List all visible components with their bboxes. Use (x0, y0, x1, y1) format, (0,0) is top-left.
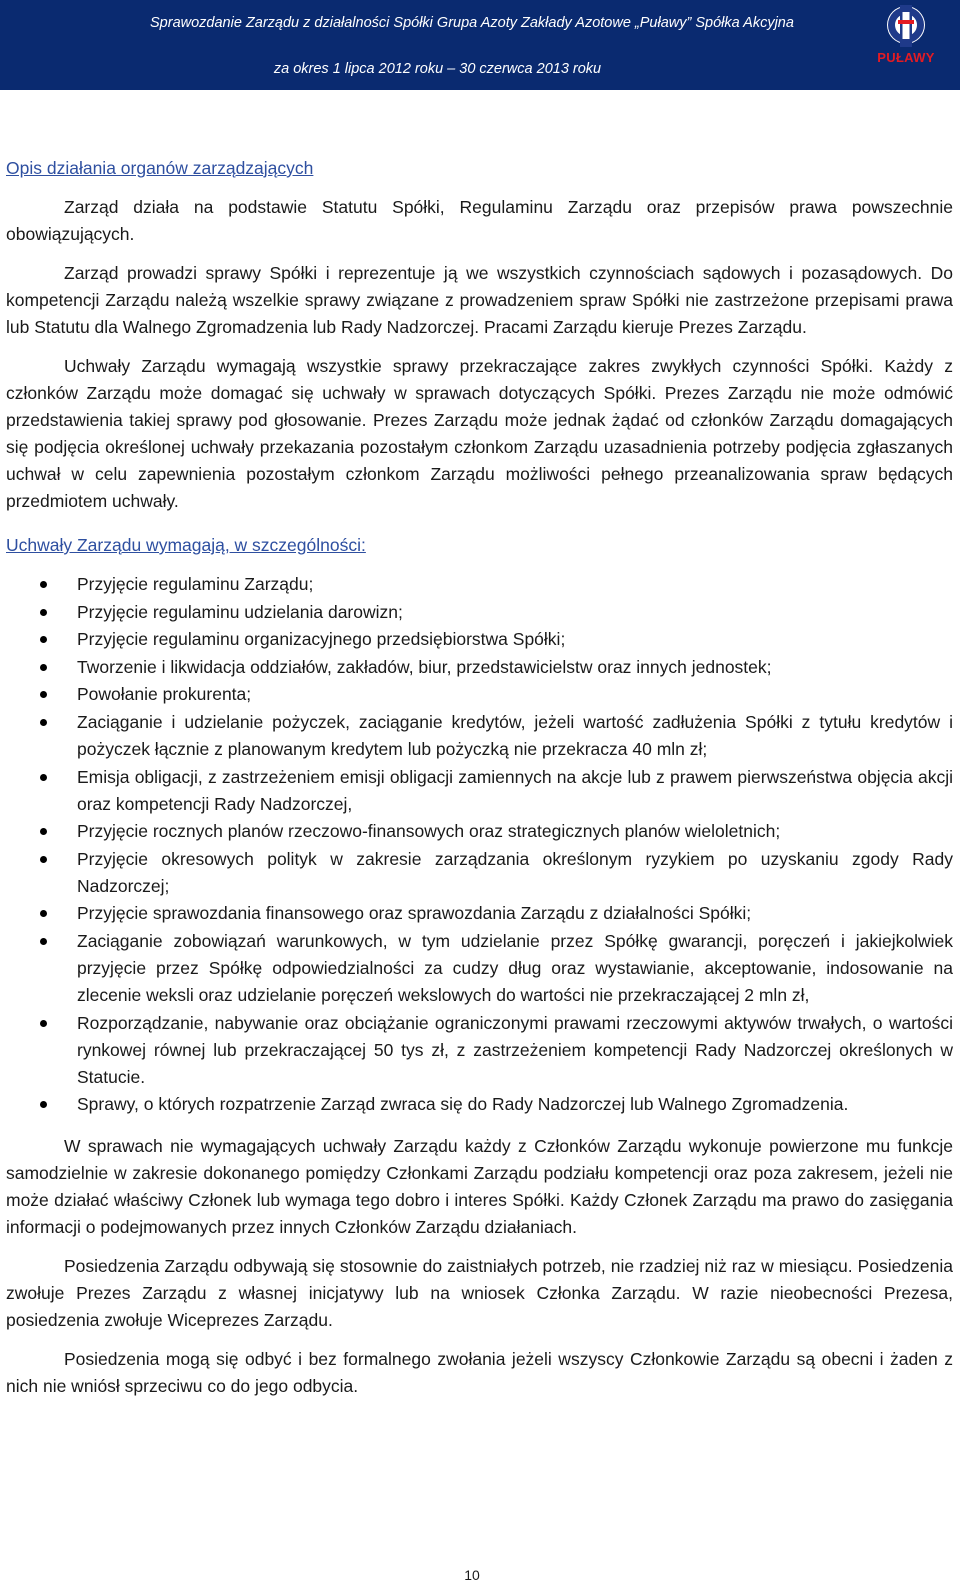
paragraph: Posiedzenia Zarządu odbywają się stosownie do zaistniałych potrzeb, nie rzadziej niż raz w miesiącu. Posiedzenia zwołuje Prezes Zarządu z własnej inicjatywy lub na wniosek Członka Zarządu. W razie nieobecności Prezesa, posiedzenia zwołuje Wiceprezes Zarządu. (6, 1255, 953, 1330)
list-item-text: Sprawy, o których rozpatrzenie Zarząd zwraca się do Rady Nadzorczej lub Walnego Zgromadzenia. (77, 1094, 849, 1115)
bullet-icon (40, 774, 47, 781)
bullet-icon (40, 1020, 47, 1027)
bullet-icon (40, 910, 47, 917)
list-item-text: Przyjęcie regulaminu organizacyjnego przedsiębiorstwa Spółki; (77, 629, 566, 650)
list-item (6, 681, 953, 708)
list-item-text: Tworzenie i likwidacja oddziałów, zakładów, biur, przedstawicielstw oraz innych jednostek; (77, 656, 772, 677)
list-item (6, 900, 953, 927)
paragraph: Zarząd prowadzi sprawy Spółki i reprezentuje ją we wszystkich czynnościach sądowych i pozasądowych. Do kompetencji Zarządu należą wszelkie sprawy związane z prowadzeniem spraw Spółki nie zastrzeżone przepisami prawa lub Statutu dla Walnego Zgromadzenia lub Rady Nadzorczej. Pracami Zarządu kieruje Prezes Zarządu. (6, 263, 953, 337)
list-item (6, 599, 953, 626)
list-item (6, 846, 953, 900)
paragraph: W sprawach nie wymagających uchwały Zarządu każdy z Członków Zarządu wykonuje powierzone mu funkcje samodzielnie w zakresie dokonanego pomiędzy Członkami Zarządu podziału kompetencji oraz poza zakresem, jeżeli nie może działać właściwy Członek lub wymaga tego dobro i interes Spółki. Każdy Członek Zarządu ma prawo do zasięgania informacji o podejmowanych przez innych Członków Zarządu działaniach. (6, 1135, 953, 1237)
list-item (6, 928, 953, 1009)
list-title: Uchwały Zarządu wymagają, w szczególności: (6, 535, 366, 555)
list-item-text: Przyjęcie regulaminu udzielania darowizn; (77, 601, 403, 622)
bullet-icon (40, 719, 47, 726)
list-item (6, 1010, 953, 1091)
header-title: Sprawozdanie Zarządu z działalności Spółki Grupa Azoty Zakłady Azotowe „Puławy” Spółka Akcyjna (150, 15, 794, 31)
paragraph: Zarząd działa na podstawie Statutu Spółki, Regulaminu Zarządu oraz przepisów prawa powszechnie obowiązujących. (6, 197, 953, 244)
list-item (6, 709, 953, 763)
bullet-icon (40, 636, 47, 643)
list-item (6, 626, 953, 653)
list-item (6, 764, 953, 818)
list-item-text: Powołanie prokurenta; (77, 684, 252, 705)
list-item (6, 654, 953, 681)
list-item-text: Przyjęcie sprawozdania finansowego oraz sprawozdania Zarządu z działalności Spółki; (77, 903, 752, 924)
bullet-icon (40, 609, 47, 616)
list-item (6, 1091, 953, 1118)
logo-text: PUŁAWY (877, 50, 935, 65)
list-item-text: Przyjęcie okresowych polityk w zakresie zarządzania określonym ryzykiem po uzyskaniu zgody Rady Nadzorczej; (77, 848, 953, 896)
section-title: Opis działania organów zarządzających (6, 158, 314, 178)
list-item-text: Przyjęcie regulaminu Zarządu; (77, 574, 314, 594)
list-item-text: Emisja obligacji, z zastrzeżeniem emisji obligacji zamiennych na akcje lub z prawem pierwszeństwa objęcia akcji oraz kompetencji Rady Nadzorczej, (77, 766, 953, 814)
document-body (6, 155, 953, 1400)
bullet-icon (40, 581, 47, 588)
bullet-icon (40, 691, 47, 698)
list-item-text: Rozporządzanie, nabywanie oraz obciążanie ograniczonymi prawami rzeczowymi aktywów trwałych, o wartości rynkowej równej lub przekraczającej 50 tys zł, z zastrzeżeniem kompetencji Rady Nadzorczej określonych w Statucie. (77, 1012, 953, 1087)
paragraph: Posiedzenia mogą się odbyć i bez formalnego zwołania jeżeli wszyscy Członkowie Zarządu są obecni i żaden z nich nie wniósł sprzeciwu co do jego odbycia. (6, 1348, 953, 1396)
page-header (0, 0, 960, 90)
list-item-text: Przyjęcie rocznych planów rzeczowo-finansowych oraz strategicznych planów wieloletnich; (77, 821, 781, 842)
bullet-icon (40, 938, 47, 945)
resolutions-list (6, 571, 953, 1118)
list-item (6, 571, 953, 598)
header-period: za okres 1 lipca 2012 roku – 30 czerwca 2013 roku (273, 61, 602, 77)
bullet-icon (40, 1101, 47, 1108)
list-item-text: Zaciąganie i udzielanie pożyczek, zaciąganie kredytów, jeżeli wartość zadłużenia Spółki z tytułu kredytów i pożyczek łącznie z planowanym kredytem lub pożyczką nie przekracza 40 mln zł; (77, 711, 953, 759)
list-item (6, 818, 953, 845)
list-item-text: Zaciąganie zobowiązań warunkowych, w tym udzielanie przez Spółkę gwarancji, poręczeń i jakiejkolwiek przyjęcie przez Spółkę odpowiedzialności za cudzy dług oraz wystawianie, akceptowanie, indosowanie na zlecenie weksli oraz udzielanie poręczeń wekslowych do wartości nie przekraczającej 2 mln zł, (77, 930, 953, 1005)
page-number: 10 (464, 1567, 480, 1583)
bullet-icon (40, 856, 47, 863)
bullet-icon (40, 664, 47, 671)
bullet-icon (40, 828, 47, 835)
paragraph: Uchwały Zarządu wymagają wszystkie sprawy przekraczające zakres zwykłych czynności Spółki. Każdy z członków Zarządu może domagać się uchwały w sprawach dotyczących Spółki. Prezes Zarządu nie może odmówić przedstawienia takiej sprawy pod głosowanie. Prezes Zarządu może jednak żądać od członków Zarządu domagających się podjęcia określonej uchwały przekazania pozostałym członkom Zarządu uzasadnienia potrzeby podjęcia zgłaszanych uchwał w celu zapewnienia pozostałym członkom Zarządu możliwości pełnego przeanalizowania spraw będących przedmiotem uchwały. (6, 356, 953, 511)
